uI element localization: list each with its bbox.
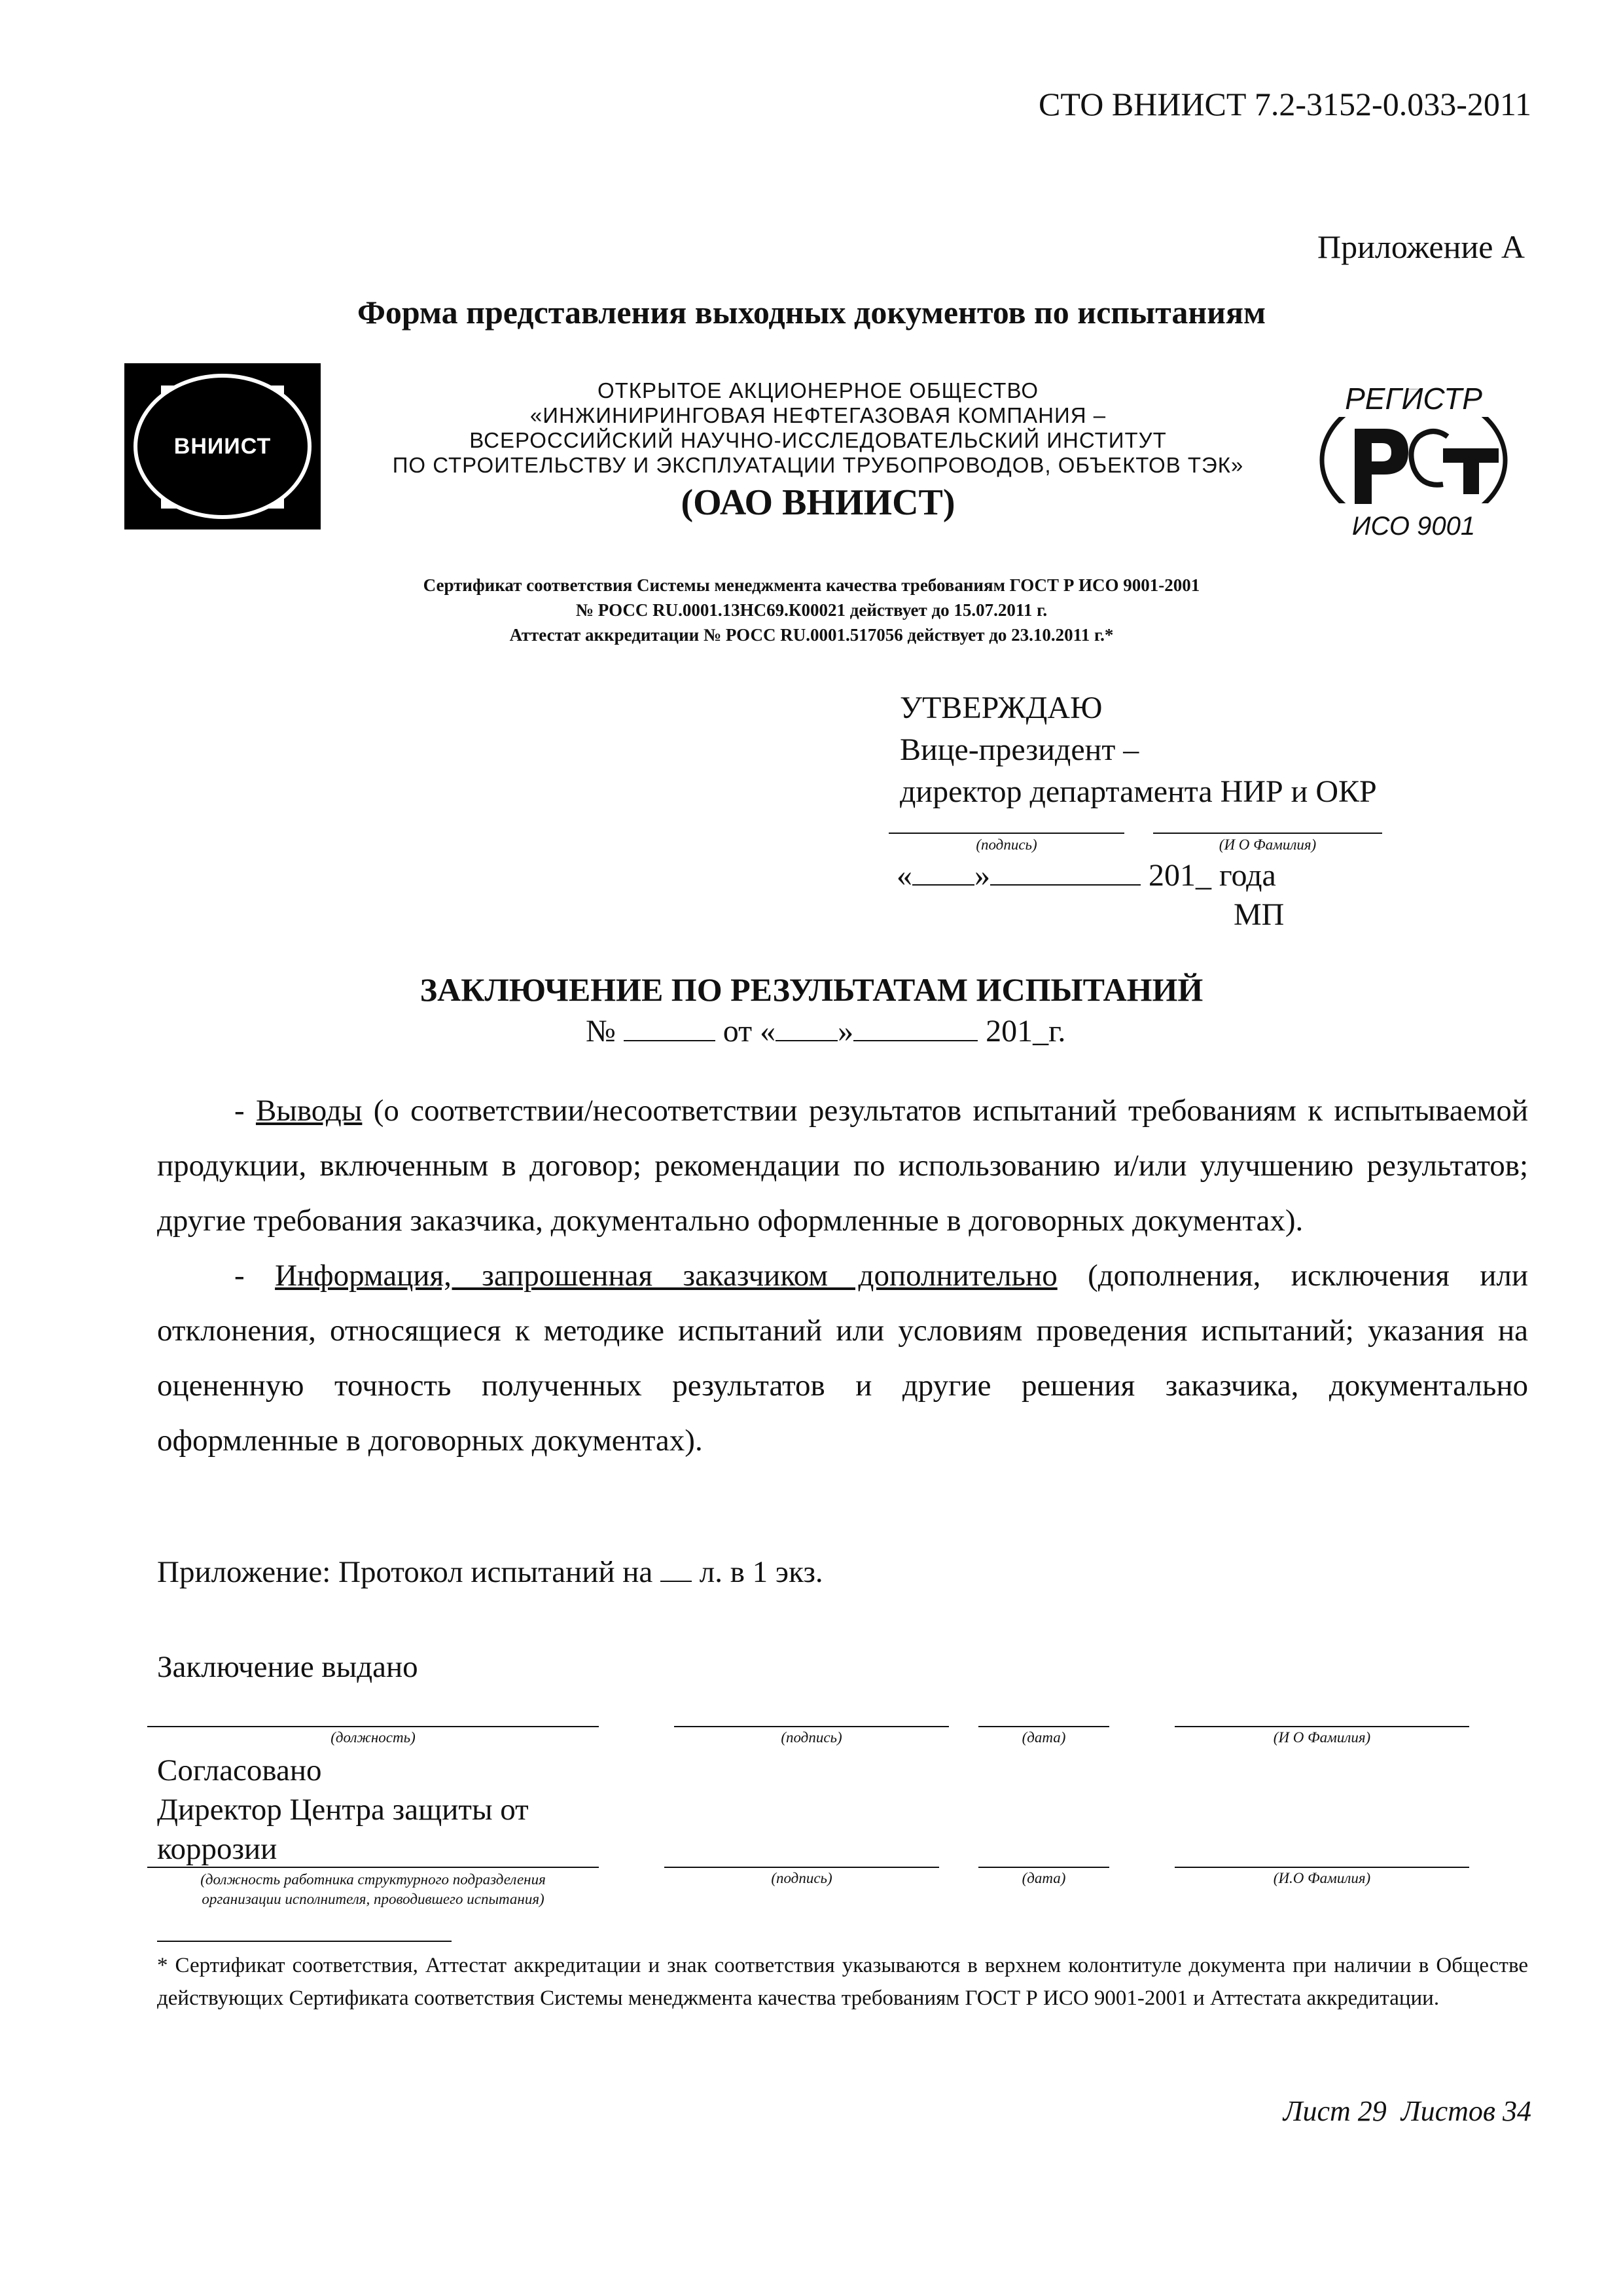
- agreed-name-line[interactable]: [1175, 1867, 1469, 1868]
- footnote-rule: [157, 1941, 452, 1942]
- conclusion-number-field[interactable]: [624, 1018, 715, 1041]
- agreed-position: коррозии: [157, 1832, 277, 1866]
- organization-line: ВСЕРОССИЙСКИЙ НАУЧНО-ИССЛЕДОВАТЕЛЬСКИЙ ИНСТИТУТ: [469, 428, 1167, 452]
- agreed-date-caption: (дата): [1022, 1870, 1066, 1886]
- appendix-label: Приложение А: [1317, 228, 1525, 265]
- approval-heading: УТВЕРЖДАЮ: [900, 691, 1103, 725]
- issued-label: Заключение выдано: [157, 1650, 418, 1684]
- approval-block: [900, 687, 1377, 813]
- iso-text: ИСО 9001: [1351, 512, 1476, 541]
- approval-position: Вице-президент –: [900, 732, 1139, 767]
- agreed-position-caption: (должность работника структурного подразделения организации исполнителя, проводившего испытания): [200, 1871, 546, 1907]
- vniist-logo: [124, 363, 321, 529]
- agreed-name-caption: (И.О Фамилия): [1273, 1870, 1371, 1886]
- issued-signature-caption: (подпись): [781, 1729, 842, 1746]
- issued-name-line[interactable]: [1175, 1726, 1469, 1727]
- attachment-pages-field[interactable]: [660, 1558, 692, 1582]
- page-number: Лист 29 Листов 34: [1283, 2095, 1531, 2127]
- approval-date: « » 201_ года: [897, 858, 1276, 893]
- conclusion-title: ЗАКЛЮЧЕНИЕ ПО РЕЗУЛЬТАТАМ ИСПЫТАНИЙ: [419, 971, 1204, 1008]
- additional-info-paragraph: - Информация, запрошенная заказчиком дополнительно (дополнения, исключения или отклонения, относящиеся к методике испытаний или условиям проведения испытаний; указания на оцененную точность полученных результатов и другие решения заказчика, документально оформленные в договорных документах).: [157, 1259, 1529, 1458]
- approval-signature-caption: (подпись): [976, 836, 1037, 853]
- agreed-date-line[interactable]: [978, 1867, 1109, 1868]
- vniist-logo-text: ВНИИСТ: [173, 433, 272, 459]
- agreed-label: Согласовано: [157, 1753, 322, 1787]
- organization-short-name: (ОАО ВНИИСТ): [681, 482, 955, 523]
- attachment-line: Приложение: Протокол испытаний на л. в 1 экз.: [157, 1555, 823, 1589]
- stamp-place: МП: [1234, 897, 1285, 932]
- issued-date-line[interactable]: [978, 1726, 1109, 1727]
- certificate-line: Аттестат аккредитации № РОСС RU.0001.517056 действует до 23.10.2011 г.*: [509, 625, 1114, 645]
- organization-line: ПО СТРОИТЕЛЬСТВУ И ЭКСПЛУАТАЦИИ ТРУБОПРОВОДОВ, ОБЪЕКТОВ ТЭК»: [392, 453, 1244, 477]
- approval-month-field[interactable]: [990, 862, 1141, 886]
- conclusions-paragraph: - Выводы (о соответствии/несоответствии результатов испытаний требованиям к испытываемой продукции, включенным в договор; рекомендации по использованию и/или улучшению результатов; другие требования заказчика, документально оформленные в договорных документах).: [157, 1094, 1528, 1238]
- registr-iso-logo: [1309, 363, 1518, 553]
- organization-line: «ИНЖИНИРИНГОВАЯ НЕФТЕГАЗОВАЯ КОМПАНИЯ –: [529, 403, 1107, 427]
- agreed-signature-line[interactable]: [664, 1867, 939, 1868]
- footnote: * Сертификат соответствия, Аттестат аккредитации и знак соответствия указываются в верхнем колонтитуле документа при наличии в Обществе действующих Сертификата соответствия Системы менеджмента качества требованиям ГОСТ Р ИСО 9001-2001 и Аттестата аккредитации.: [157, 1954, 1528, 2010]
- issued-signature-line[interactable]: [674, 1726, 949, 1727]
- conclusion-body: [157, 1083, 1528, 1468]
- agreed-block: [157, 1751, 529, 1869]
- issued-position-caption: (должность): [330, 1729, 416, 1746]
- approval-day-field[interactable]: [912, 862, 974, 886]
- approval-signature-line[interactable]: [889, 833, 1124, 834]
- certificate-line: Сертификат соответствия Системы менеджмента качества требованиям ГОСТ Р ИСО 9001-2001: [423, 575, 1200, 595]
- issued-date-caption: (дата): [1022, 1729, 1066, 1746]
- conclusion-number-line: № от « » 201_г.: [586, 1014, 1066, 1049]
- approval-year: 201_ года: [1149, 858, 1276, 893]
- conclusion-month-field[interactable]: [853, 1018, 978, 1041]
- certificate-info: [196, 573, 1427, 647]
- agreed-position: Директор Центра защиты от: [157, 1793, 529, 1827]
- registr-text: РЕГИСТР: [1345, 382, 1482, 416]
- approval-name-caption: (И О Фамилия): [1219, 836, 1317, 853]
- conclusion-day-field[interactable]: [776, 1018, 838, 1041]
- organization-line: ОТКРЫТОЕ АКЦИОНЕРНОЕ ОБЩЕСТВО: [597, 378, 1039, 403]
- agreed-signature-caption: (подпись): [771, 1870, 832, 1886]
- document-code: СТО ВНИИСТ 7.2-3152-0.033-2011: [1038, 86, 1531, 122]
- organization-name: [340, 378, 1296, 478]
- form-title: Форма представления выходных документов по испытаниям: [357, 294, 1266, 331]
- approval-name-line[interactable]: [1153, 833, 1382, 834]
- agreed-position-line[interactable]: [147, 1867, 599, 1868]
- approval-position: директор департамента НИР и ОКР: [900, 774, 1377, 809]
- issued-position-line[interactable]: [147, 1726, 599, 1727]
- issued-name-caption: (И О Фамилия): [1273, 1729, 1371, 1746]
- certificate-line: № РОСС RU.0001.13НС69.К00021 действует до 15.07.2011 г.: [575, 600, 1048, 620]
- conclusion-year: 201_г.: [986, 1014, 1066, 1049]
